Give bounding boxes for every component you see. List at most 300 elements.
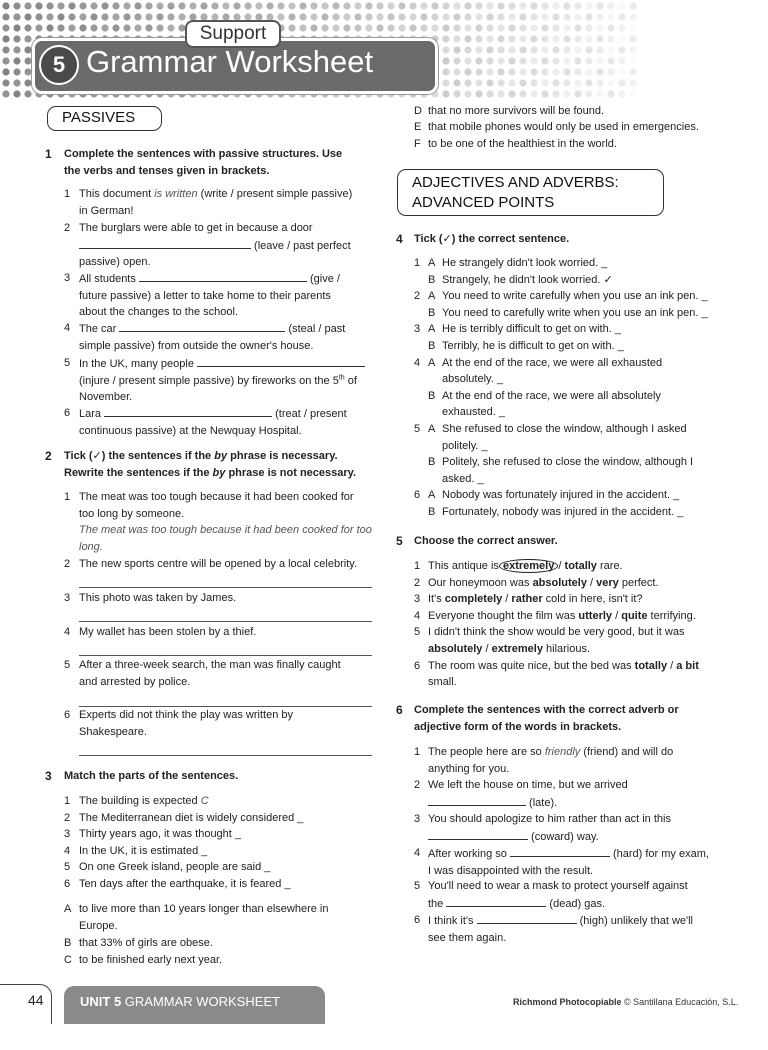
header-dot <box>541 90 548 97</box>
header-dot <box>508 57 515 64</box>
header-dot <box>310 24 317 31</box>
choice-option[interactable]: absolutely <box>428 642 483 655</box>
list-item: B Terribly, he is difficult to get on with. _ <box>428 339 624 352</box>
header-dot <box>123 24 130 31</box>
answer-blank[interactable] <box>197 355 365 367</box>
header-dot <box>24 57 31 64</box>
header-dot <box>464 46 471 53</box>
header-dot <box>35 24 42 31</box>
header-dot <box>607 46 614 53</box>
header-dot <box>431 2 438 9</box>
header-dot <box>266 2 273 9</box>
list-item: 2 A You need to write carefully when you use an ink pen. _ <box>414 290 708 303</box>
choice-list: 1 This antique is extremely / totally rare. 2 Our honeymoon was absolutely / very perfect. 3 It's completely / rather cold in here, isn't it? 4 Everyone thought the film was utterly / quite terrifying. 5 I didn't think the show would be very good, but it was absolutely / extremely hilarious. 6 The room was quite nice, but the bed was totally / a bit small. <box>414 558 754 691</box>
header-dot <box>123 13 130 20</box>
header-dot <box>13 90 20 97</box>
header-dot <box>607 68 614 75</box>
header-dot <box>310 2 317 9</box>
header-dot <box>596 79 603 86</box>
header-dot <box>134 24 141 31</box>
section-heading-text: PASSIVES <box>62 109 136 126</box>
header-dot <box>332 13 339 20</box>
header-dot <box>475 57 482 64</box>
answer-blank[interactable] <box>79 237 251 249</box>
header-dot <box>233 2 240 9</box>
header-dot <box>629 2 636 9</box>
header-dot <box>343 13 350 20</box>
list-item: 5 A She refused to close the window, although I asked <box>414 422 687 435</box>
choice-option[interactable]: absolutely <box>532 576 587 589</box>
header-dot <box>508 46 515 53</box>
header-dot <box>475 68 482 75</box>
header-dot <box>2 68 9 75</box>
header-dot <box>596 13 603 20</box>
header-dot <box>574 35 581 42</box>
header-dot <box>376 24 383 31</box>
match-list <box>64 793 384 893</box>
header-dot <box>24 35 31 42</box>
support-badge: Support <box>185 20 281 48</box>
list-item: B At the end of the race, we were all absolutely <box>428 389 661 402</box>
choice-option[interactable]: totally <box>564 560 597 572</box>
exercise-number: 3 <box>45 769 52 783</box>
exercise-number: 2 <box>45 449 52 463</box>
header-dot <box>244 2 251 9</box>
header-dot <box>508 13 515 20</box>
choice-option[interactable]: utterly <box>578 609 613 622</box>
footer-unit-tab: UNIT 5 GRAMMAR WORKSHEET Support <box>64 986 325 1024</box>
answer-blank[interactable] <box>119 320 285 332</box>
header-dot <box>332 24 339 31</box>
header-dot <box>387 2 394 9</box>
header-dot <box>409 24 416 31</box>
page-number: 44 <box>28 992 44 1008</box>
list-item: 3 A He is terribly difficult to get on with. _ <box>414 323 621 336</box>
header-dot <box>2 2 9 9</box>
header-dot <box>277 2 284 9</box>
exercise-instruction <box>414 702 679 735</box>
header-dot <box>13 68 20 75</box>
header-dot <box>13 24 20 31</box>
list-item: B Strangely, he didn't look worried. ✓ <box>428 273 613 286</box>
header-dot <box>497 2 504 9</box>
header-dot <box>585 2 592 9</box>
header-dot <box>2 79 9 86</box>
header-dot <box>79 13 86 20</box>
header-dot <box>167 13 174 20</box>
header-dot <box>618 90 625 97</box>
header-dot <box>607 13 614 20</box>
exercise-instruction: Tick (✓) the correct sentence. <box>414 233 570 245</box>
header-dot <box>167 2 174 9</box>
list-item: B Fortunately, nobody was injured in the accident. _ <box>428 505 684 518</box>
list-item: 2 Our honeymoon was absolutely / very perfect. <box>414 576 659 589</box>
header-dot <box>464 24 471 31</box>
tick-icon: ✓ <box>442 233 452 245</box>
header-dot <box>24 2 31 9</box>
header-dot <box>35 13 42 20</box>
header-dot <box>365 2 372 9</box>
unit-number-badge: 5 <box>39 45 79 85</box>
answer-blank[interactable] <box>428 794 526 806</box>
header-dot <box>552 35 559 42</box>
header-dot <box>464 79 471 86</box>
header-dot <box>585 46 592 53</box>
header-dot <box>343 2 350 9</box>
header-dot <box>464 2 471 9</box>
header-dot <box>497 13 504 20</box>
header-dot <box>497 35 504 42</box>
header-dot <box>486 57 493 64</box>
header-dot <box>563 24 570 31</box>
header-dot <box>101 24 108 31</box>
choice-option[interactable]: totally <box>634 659 668 672</box>
header-dot <box>596 90 603 97</box>
header-dot <box>563 13 570 20</box>
header-dot <box>46 24 53 31</box>
header-dot <box>508 35 515 42</box>
header-dot <box>13 35 20 42</box>
header-dot <box>475 79 482 86</box>
answer-blank[interactable] <box>139 270 307 282</box>
header-dot <box>321 2 328 9</box>
exercise-number: 6 <box>396 703 403 717</box>
header-dot <box>552 2 559 9</box>
choice-option[interactable]: quite <box>621 609 648 622</box>
list-item: 4 A At the end of the race, we were all exhausted <box>414 356 663 369</box>
choice-option[interactable]: rather <box>511 593 543 606</box>
answer-blank[interactable] <box>477 912 577 924</box>
header-dot <box>552 24 559 31</box>
header-dot <box>310 13 317 20</box>
header-dot <box>475 90 482 97</box>
section-heading-text: ADJECTIVES AND ADVERBS: <box>412 174 619 191</box>
tick-icon: ✓ <box>92 450 102 462</box>
header-dot <box>530 35 537 42</box>
header-dot <box>541 35 548 42</box>
header-dot <box>563 90 570 97</box>
list-item: 3 Thirty years ago, it was thought _ <box>64 828 242 841</box>
header-dot <box>299 2 306 9</box>
header-dot <box>629 35 636 42</box>
header-dot <box>486 79 493 86</box>
header-dot <box>288 2 295 9</box>
header-dot <box>145 13 152 20</box>
header-dot <box>112 13 119 20</box>
header-dot <box>541 13 548 20</box>
header-dot <box>453 79 460 86</box>
header-dot <box>574 2 581 9</box>
choice-option[interactable]: very <box>596 576 619 589</box>
header-dot <box>24 13 31 20</box>
header-dot <box>442 68 449 75</box>
header-dot <box>431 24 438 31</box>
header-dot <box>618 57 625 64</box>
header-dot <box>552 13 559 20</box>
header-dot <box>398 13 405 20</box>
header-dot <box>178 13 185 20</box>
footer-copyright: Richmond Photocopiable © Santillana Educación, S.L. <box>513 997 739 1007</box>
header-dot <box>596 24 603 31</box>
header-dot <box>453 90 460 97</box>
exercise-number: 1 <box>45 147 52 161</box>
circled-answer[interactable]: extremely <box>499 559 558 573</box>
header-dot <box>497 68 504 75</box>
header-dot <box>2 57 9 64</box>
header-dot <box>530 90 537 97</box>
header-dot <box>541 68 548 75</box>
header-dot <box>79 2 86 9</box>
header-dot <box>453 24 460 31</box>
header-dot <box>442 90 449 97</box>
instruction-line: Complete the sentences with passive structures. Use <box>64 148 343 160</box>
header-dot <box>497 57 504 64</box>
list-item: 3 It's completely / rather cold in here, isn't it? <box>414 593 643 606</box>
header-dot <box>68 2 75 9</box>
header-dot <box>574 13 581 20</box>
header-dot <box>398 24 405 31</box>
section-heading-text: ADVANCED POINTS <box>412 194 555 211</box>
header-dot <box>2 24 9 31</box>
header-dot <box>464 35 471 42</box>
header-dot <box>475 2 482 9</box>
header-dot <box>288 13 295 20</box>
header-dot <box>552 79 559 86</box>
header-dot <box>123 2 130 9</box>
header-dot <box>530 46 537 53</box>
header-dot <box>409 2 416 9</box>
header-dot <box>486 90 493 97</box>
header-dot <box>497 79 504 86</box>
header-dot <box>596 57 603 64</box>
list-item: 4 Everyone thought the film was utterly / quite terrifying. <box>414 609 696 622</box>
header-dot <box>13 13 20 20</box>
header-dot <box>563 35 570 42</box>
header-dot <box>541 24 548 31</box>
header-dot <box>178 2 185 9</box>
header-dot <box>13 57 20 64</box>
header-dot <box>541 46 548 53</box>
answer-blank[interactable] <box>428 828 528 840</box>
header-dot <box>530 24 537 31</box>
answer-blank[interactable] <box>104 405 272 417</box>
instruction-line: the verbs and tenses given in brackets. <box>64 164 270 177</box>
header-dot <box>354 13 361 20</box>
answer-line[interactable] <box>79 655 372 656</box>
header-dot <box>475 24 482 31</box>
list-item: 2 The Mediterranean diet is widely considered _ <box>64 811 304 824</box>
header-dot <box>475 13 482 20</box>
header-dot <box>618 24 625 31</box>
header-dot <box>35 2 42 9</box>
answer-example: The meat was too tough because it had been cooked for too <box>79 524 372 537</box>
header-dot <box>486 68 493 75</box>
exercise-instruction: Tick (✓) the sentences if the by phrase is necessary. Rewrite the sentences if the by phrase is not necessary. <box>64 450 357 479</box>
header-dot <box>519 13 526 20</box>
header-dot <box>2 46 9 53</box>
header-dot <box>519 68 526 75</box>
answer-line[interactable] <box>79 587 372 588</box>
choice-option[interactable]: a bit <box>676 659 699 672</box>
header-dot <box>618 46 625 53</box>
header-dot <box>343 24 350 31</box>
header-dot <box>145 24 152 31</box>
header-dot <box>464 13 471 20</box>
answer-example: C <box>200 795 209 807</box>
tick-list: 1 A He strangely didn't look worried. _ B Strangely, he didn't look worried. ✓ 2 A You need to write carefully when you use an ink pen. _ B You need to carefully write when you use an ink pen. _ 3 A He is terribly difficult to get on with. _ B Terribly, he is difficult to get on with. _ 4 A At the end of the race, we were all exhausted absolutely. _ B At the end of the race, we were all absolutely exhausted. _ 5 A She refused to close the window, although I asked politely. _ B Politely, she refused to close the window, although I asked. _ 6 A Nobody was fortunately injured in the accident. _ B Fortunately, nobody was injured in the accident. _ <box>414 255 754 521</box>
header-dot <box>497 46 504 53</box>
answer-blank[interactable] <box>446 895 546 907</box>
header-dot <box>629 79 636 86</box>
header-dot <box>629 46 636 53</box>
header-dot <box>585 13 592 20</box>
header-dot <box>453 46 460 53</box>
header-dot <box>13 79 20 86</box>
header-dot <box>519 24 526 31</box>
instruction-line: Complete the sentences with the correct adverb or <box>414 704 679 716</box>
header-dot <box>497 90 504 97</box>
header-dot <box>79 24 86 31</box>
header-dot <box>530 79 537 86</box>
header-dot <box>486 2 493 9</box>
header-dot <box>200 2 207 9</box>
header-dot <box>13 2 20 9</box>
header-dot <box>288 24 295 31</box>
header-dot <box>2 90 9 97</box>
header-dot <box>607 79 614 86</box>
header-dot <box>585 35 592 42</box>
header-dot <box>475 46 482 53</box>
header-dot <box>156 2 163 9</box>
header-dot <box>541 2 548 9</box>
header-dot <box>618 2 625 9</box>
header-dot <box>464 68 471 75</box>
list-item: 1 The building is expected C <box>64 795 209 807</box>
header-dot <box>519 35 526 42</box>
header-dot <box>365 13 372 20</box>
header-dot <box>442 57 449 64</box>
header-dot <box>2 35 9 42</box>
header-dot <box>442 13 449 20</box>
section-heading-passives <box>47 106 162 131</box>
header-dot <box>387 13 394 20</box>
header-dot <box>68 24 75 31</box>
header-dot <box>112 2 119 9</box>
header-dot <box>585 90 592 97</box>
header-dot <box>475 35 482 42</box>
list-item: 6 A Nobody was fortunately injured in the accident. _ <box>414 489 680 502</box>
header-dot <box>442 35 449 42</box>
header-dot <box>453 13 460 20</box>
header-dot <box>585 68 592 75</box>
header-dot <box>508 2 515 9</box>
header-dot <box>618 35 625 42</box>
header-dot <box>420 13 427 20</box>
header-dot <box>596 46 603 53</box>
header-dot <box>552 68 559 75</box>
header-dot <box>299 13 306 20</box>
header-dot <box>211 2 218 9</box>
header-dot <box>442 24 449 31</box>
list-item: 4 In the UK, it is estimated _ <box>64 844 208 857</box>
instruction-line: adjective form of the words in brackets. <box>414 720 622 733</box>
header-dot <box>497 24 504 31</box>
header-dot <box>618 13 625 20</box>
header-dot <box>530 13 537 20</box>
header-dot <box>519 46 526 53</box>
header-dot <box>46 2 53 9</box>
header-dot <box>629 57 636 64</box>
header-dot <box>519 2 526 9</box>
header-dot <box>409 13 416 20</box>
header-dot <box>57 13 64 20</box>
header-dot <box>563 57 570 64</box>
exercise-number: 4 <box>396 232 403 246</box>
header-dot <box>332 2 339 9</box>
header-dot <box>453 68 460 75</box>
header-dot <box>563 68 570 75</box>
header-dot <box>541 57 548 64</box>
exercise-instruction: Match the parts of the sentences. <box>64 770 239 782</box>
header-dot <box>90 24 97 31</box>
header-dot <box>563 46 570 53</box>
section-heading-adjectives-adverbs <box>397 169 664 216</box>
worksheet-title: Grammar Worksheet <box>86 44 374 79</box>
header-dot <box>90 13 97 20</box>
header-dot <box>354 2 361 9</box>
header-dot <box>277 13 284 20</box>
header-dot <box>156 13 163 20</box>
header-dot <box>486 46 493 53</box>
answer-line[interactable] <box>79 755 372 756</box>
header-dot <box>13 46 20 53</box>
header-dot <box>629 13 636 20</box>
header-dot <box>574 68 581 75</box>
header-dot <box>585 24 592 31</box>
header-dot <box>596 68 603 75</box>
header-dot <box>156 24 163 31</box>
header-dot <box>134 13 141 20</box>
header-dot <box>508 68 515 75</box>
choice-option[interactable]: extremely <box>491 642 543 655</box>
header-dot <box>585 57 592 64</box>
header-dot <box>2 13 9 20</box>
header-dot <box>508 79 515 86</box>
exercise-instruction: Choose the correct answer. <box>414 535 558 547</box>
header-dot <box>574 79 581 86</box>
header-dot <box>442 2 449 9</box>
answer-line[interactable] <box>79 621 372 622</box>
header-dot <box>519 79 526 86</box>
header-dot <box>618 79 625 86</box>
choice-option[interactable]: completely <box>444 593 503 606</box>
header-dot <box>618 68 625 75</box>
header-dot <box>376 2 383 9</box>
header-dot <box>24 79 31 86</box>
header-dot <box>442 46 449 53</box>
header-dot <box>431 13 438 20</box>
header-dot <box>464 57 471 64</box>
header-dot <box>552 57 559 64</box>
header-dot <box>563 79 570 86</box>
answer-blank[interactable] <box>510 845 610 857</box>
header-dot <box>486 24 493 31</box>
header-dot <box>321 24 328 31</box>
header-dot <box>398 2 405 9</box>
header-dot <box>24 24 31 31</box>
header-dot <box>222 2 229 9</box>
header-dot <box>420 2 427 9</box>
